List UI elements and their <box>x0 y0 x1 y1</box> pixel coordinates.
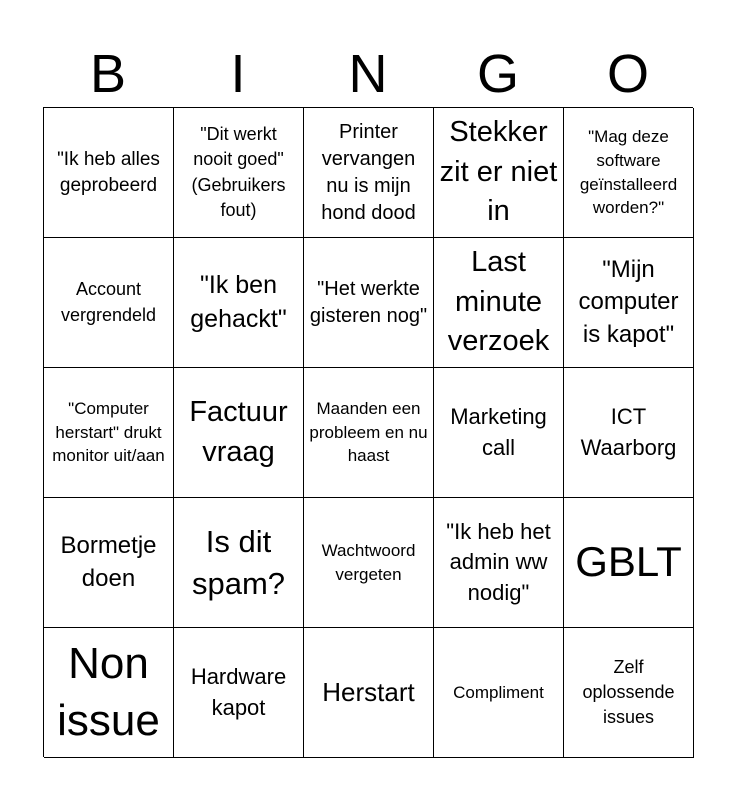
cell-text: "Ik heb het admin ww nodig" <box>446 518 551 605</box>
bingo-cell[interactable] <box>174 368 304 498</box>
cell-text: GBLT <box>575 538 682 586</box>
bingo-grid <box>43 107 693 757</box>
header-letter-g: G <box>476 44 519 104</box>
bingo-cell[interactable] <box>304 238 434 368</box>
bingo-cell[interactable] <box>434 368 564 498</box>
bingo-cell[interactable] <box>434 108 564 238</box>
bingo-cell[interactable] <box>44 368 174 498</box>
cell-text: "Dit werkt nooit goed" (Gebruikers fout) <box>191 124 286 220</box>
bingo-cell[interactable] <box>564 108 694 238</box>
header-letter-n: N <box>348 44 388 104</box>
cell-text: Stekker zit er niet in <box>439 116 558 228</box>
header-letter-o: O <box>606 44 649 104</box>
cell-text: Compliment <box>453 682 544 702</box>
cell-text: ICT Waarborg <box>580 404 677 460</box>
cell-text: Marketing call <box>450 404 547 460</box>
bingo-cell[interactable] <box>304 368 434 498</box>
bingo-cell[interactable] <box>174 108 304 238</box>
cell-text: Account vergrendeld <box>60 279 157 325</box>
bingo-cell[interactable] <box>44 238 174 368</box>
bingo-cell[interactable] <box>304 498 434 628</box>
bingo-cell[interactable] <box>44 498 174 628</box>
bingo-cell[interactable] <box>174 238 304 368</box>
bingo-cell[interactable] <box>434 628 564 758</box>
header-letter-i: I <box>230 44 246 104</box>
cell-text: Herstart <box>322 677 415 708</box>
bingo-cell[interactable] <box>564 238 694 368</box>
cell-text: Hardware kapot <box>190 664 287 720</box>
bingo-cell[interactable] <box>44 108 174 238</box>
cell-text: "Ik ben gehackt" <box>190 270 287 333</box>
bingo-cell[interactable] <box>564 368 694 498</box>
cell-text: Zelf oplossende issues <box>582 656 675 728</box>
cell-text: Factuur vraag <box>189 396 288 468</box>
bingo-cell[interactable] <box>564 628 694 758</box>
cell-text: "Ik heb alles geprobeerd <box>57 148 160 196</box>
bingo-cell[interactable] <box>434 238 564 368</box>
cell-text: "Mijn computer is kapot" <box>578 255 679 348</box>
bingo-cell[interactable] <box>304 628 434 758</box>
cell-text: Printer vervangen nu is mijn hond dood <box>321 120 416 224</box>
cell-text: Wachtwoord vergeten <box>321 540 416 584</box>
bingo-header <box>43 40 693 108</box>
bingo-cell[interactable] <box>174 628 304 758</box>
bingo-cell[interactable] <box>44 628 174 758</box>
cell-text: Non issue <box>57 639 160 745</box>
cell-text: Maanden een probleem en nu haast <box>309 398 428 466</box>
cell-text: Bormetje doen <box>60 532 157 592</box>
cell-text: Is dit spam? <box>191 524 286 601</box>
bingo-cell[interactable] <box>564 498 694 628</box>
cell-text: "Computer herstart" drukt monitor uit/aan <box>52 398 165 466</box>
bingo-cell[interactable] <box>434 498 564 628</box>
bingo-cell[interactable] <box>174 498 304 628</box>
cell-text: "Het werkte gisteren nog" <box>309 277 428 327</box>
cell-text: Last minute verzoek <box>447 246 550 358</box>
bingo-cell[interactable] <box>304 108 434 238</box>
header-letter-b: B <box>89 44 127 104</box>
cell-text: "Mag deze software geïnstalleerd worden?" <box>579 126 678 218</box>
